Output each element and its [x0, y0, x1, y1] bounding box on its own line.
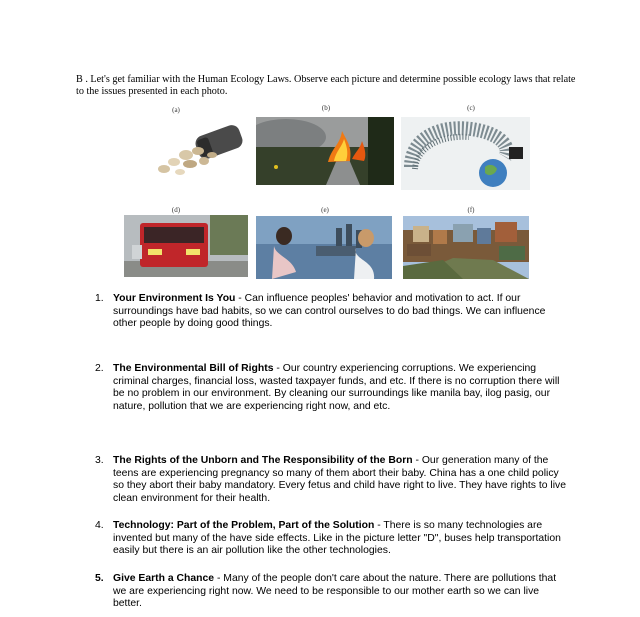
photo-label-b: (b)	[321, 104, 331, 112]
list-item-body	[113, 363, 568, 413]
list-item-text: - Our country experiencing corruptions. We experiencing criminal charges, financial loss, wasted taxpayer funds, and etc. If there is no corruption there will be no problem in our environment. By cleaning our surroundings like manila bay, ilog pasig, our nature, pollution that we are experiencing right now, and etc.	[113, 363, 560, 412]
list-item-number: 3.	[95, 455, 104, 466]
population-earth-photo	[401, 117, 530, 190]
list-item-text: - Our generation many of the teens are experiencing pregnancy so many of them abort their baby. China has a one child policy so they abort their baby mandatory. Every fetus and child have right to live. They have rights to live clean environment for their health.	[113, 455, 567, 504]
list-item-body	[113, 293, 568, 331]
photo-label-f: (f)	[467, 206, 475, 214]
forest-fire-photo	[256, 117, 394, 185]
intro-paragraph: B . Let's get familiar with the Human Ecology Laws. Observe each picture and determine possible ecology laws that relate to the issues presented in each photo.	[76, 74, 576, 97]
list-item-number: 2.	[95, 363, 104, 374]
list-item-title: The Rights of the Unborn and The Responsibility of the Born	[113, 455, 413, 466]
slum-river-photo	[403, 216, 529, 279]
list-item-text: - Can influence peoples' behavior and motivation to act. If our surroundings have bad habits, so we can control ourselves to do bad things. We can influence other people by doing good things.	[113, 293, 546, 330]
photo-label-d: (d)	[171, 206, 181, 214]
list-item-title: Your Environment Is You	[113, 293, 236, 304]
list-item-body	[113, 573, 568, 611]
pills-bottle-photo	[124, 117, 248, 184]
photo-label-a: (a)	[172, 106, 180, 114]
list-item-number: 5.	[95, 573, 104, 584]
list-item-title: Technology: Part of the Problem, Part of the Solution	[113, 520, 375, 531]
bus-pollution-photo	[124, 215, 248, 277]
list-item-number: 1.	[95, 293, 104, 304]
photo-label-c: (c)	[467, 104, 475, 112]
list-item-number: 4.	[95, 520, 104, 531]
list-item-text: - Many of the people don't care about the nature. There are pollutions that we are experiencing right now. We need to be responsible to our mother earth so we can live better.	[113, 573, 557, 610]
list-item-text: - There is so many technologies are invented but many of the have side effects. Like in the picture letter "D", buses help transportation easily but there is an air pollution like the other technologies.	[113, 520, 561, 557]
list-item-title: The Environmental Bill of Rights	[113, 363, 274, 374]
list-item-body	[113, 455, 568, 505]
list-item-title: Give Earth a Chance	[113, 573, 215, 584]
pregnant-women-photo	[256, 216, 392, 279]
photo-label-e: (e)	[321, 206, 329, 214]
list-item-body	[113, 520, 568, 558]
